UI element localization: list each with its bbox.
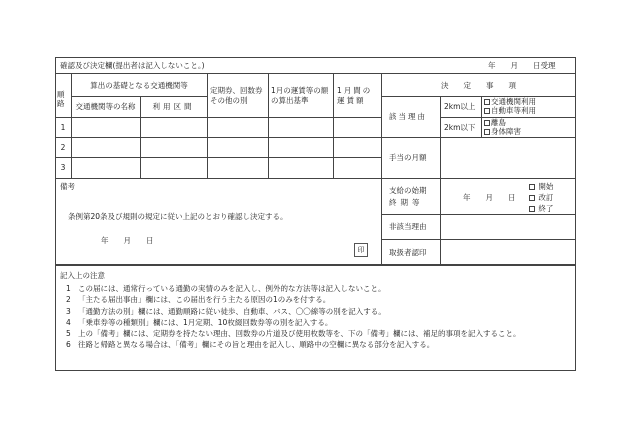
option-island [484, 119, 506, 127]
option-disability [484, 128, 521, 136]
decision-sentence: 条例第20条及び規則の規定に従い上記のとおり確認し決定する。 [68, 212, 288, 221]
note-number: 2 [66, 295, 71, 305]
checkbox-icon[interactable] [529, 206, 535, 212]
distance-split [440, 117, 576, 118]
left-table-bottom [55, 178, 381, 179]
col-transport-name: 交通機関等の名称 [75, 102, 136, 111]
note-number: 4 [66, 317, 71, 327]
decision-date: 年 月 日 [101, 236, 154, 245]
row-number: 1 [60, 123, 66, 132]
received-date: 年 月 日受理 [488, 61, 556, 70]
monthly-col-line [333, 73, 334, 178]
checkbox-icon[interactable] [484, 129, 490, 135]
start-end-label-1: 支給の始期 [389, 186, 427, 195]
note-number: 5 [66, 329, 71, 339]
note-number: 6 [66, 340, 71, 350]
pass-col-line [207, 73, 208, 178]
non-reason-label: 非該当理由 [389, 222, 427, 231]
option-island-label: 離島 [491, 118, 506, 127]
notes-title: 記入上の注意 [60, 271, 105, 280]
checkbox-icon[interactable] [529, 184, 535, 190]
non-reason-bottom [381, 239, 576, 240]
officer-seal-label: 取扱者認印 [389, 248, 427, 257]
note-text: この届には、通常行っている通勤の実情のみを記入し、例外的な方法等は記入しないこと。 [78, 284, 386, 293]
basis-subheader-line [71, 96, 207, 97]
note-text: 往路と帰路と異なる場合は、「備考」欄にその旨と理由を記入し、順路中の空欄に異なる部分を記入する。 [78, 340, 435, 350]
form-title: 確認及び決定欄(提出者は記入しないこと。) [60, 61, 205, 70]
option-revise-label: 改訂 [538, 193, 554, 202]
row1-bottom [55, 137, 381, 138]
distance-under-2km: 2km以下 [444, 123, 476, 132]
note-text: 「通勤方法の別」欄には、通勤順路に従い徒歩、自動車、バス、〇〇線等の別を記入する。 [78, 306, 386, 316]
start-end-bottom [381, 214, 576, 215]
option-revise [529, 194, 553, 202]
seal-char: 印 [357, 246, 365, 254]
option-transport [484, 98, 536, 106]
checkbox-icon[interactable] [484, 108, 490, 114]
note-text: 「主たる届出事由」欄には、この届出を行う主たる原因の1のみを付する。 [78, 295, 331, 305]
checkbox-icon[interactable] [529, 195, 535, 201]
start-end-label-2: 終期等 [389, 198, 424, 207]
reason-bottom [381, 137, 576, 138]
reason-label: 該当理由 [389, 112, 427, 121]
start-date: 年 月 日 [463, 193, 516, 202]
checkbox-icon[interactable] [484, 99, 490, 105]
option-car [484, 107, 536, 115]
checkbox-icon[interactable] [484, 120, 490, 126]
col-fare-basis: 1月の運賃等の額の算出基準 [271, 86, 329, 105]
note-text: 上の「備考」欄には、定期券を持たない理由、回数券の片道及び使用枚数等を、下の「備考」欄には、補足的事項を記入すること。 [78, 329, 521, 339]
option-disability-label: 身体障害 [491, 127, 521, 136]
option-start [529, 183, 553, 191]
distance-over-2km: 2km以上 [444, 102, 476, 111]
option-car-label: 自動車等利用 [491, 106, 536, 115]
allowance-bottom [381, 178, 576, 179]
fare-basis-col-line [268, 73, 269, 178]
left-header-bottom [55, 117, 381, 118]
row2-bottom [55, 157, 381, 158]
note-number: 3 [66, 306, 71, 316]
option-start-label: 開始 [538, 182, 554, 191]
allowance-label: 手当の月額 [389, 153, 427, 162]
note-number: 1 [66, 284, 71, 293]
option-end-label: 終了 [538, 204, 554, 213]
row-label-header: 順路 [57, 90, 65, 108]
decision-header-bottom [381, 96, 576, 97]
seal-mark [354, 243, 368, 257]
option-transport-label: 交通機関利用 [491, 97, 536, 106]
remarks-label: 備考 [60, 182, 75, 191]
decision-header: 決 定 事 項 [441, 81, 516, 90]
row-number: 3 [60, 163, 66, 172]
option-end [529, 205, 553, 213]
note-text: 「乗車券等の種類別」欄には、1月定期、10枚綴回数券等の別を記入する。 [78, 317, 333, 327]
col-section: 利用区間 [152, 102, 195, 111]
left-right-split [381, 73, 382, 265]
basis-header: 算出の基礎となる交通機関等 [90, 81, 188, 90]
col-pass-type: 定期券、回数券その他の別 [210, 86, 263, 105]
header-divider [55, 73, 576, 74]
col-monthly-fare: 1月間の運賃額 [337, 86, 373, 105]
row-number: 2 [60, 143, 66, 152]
